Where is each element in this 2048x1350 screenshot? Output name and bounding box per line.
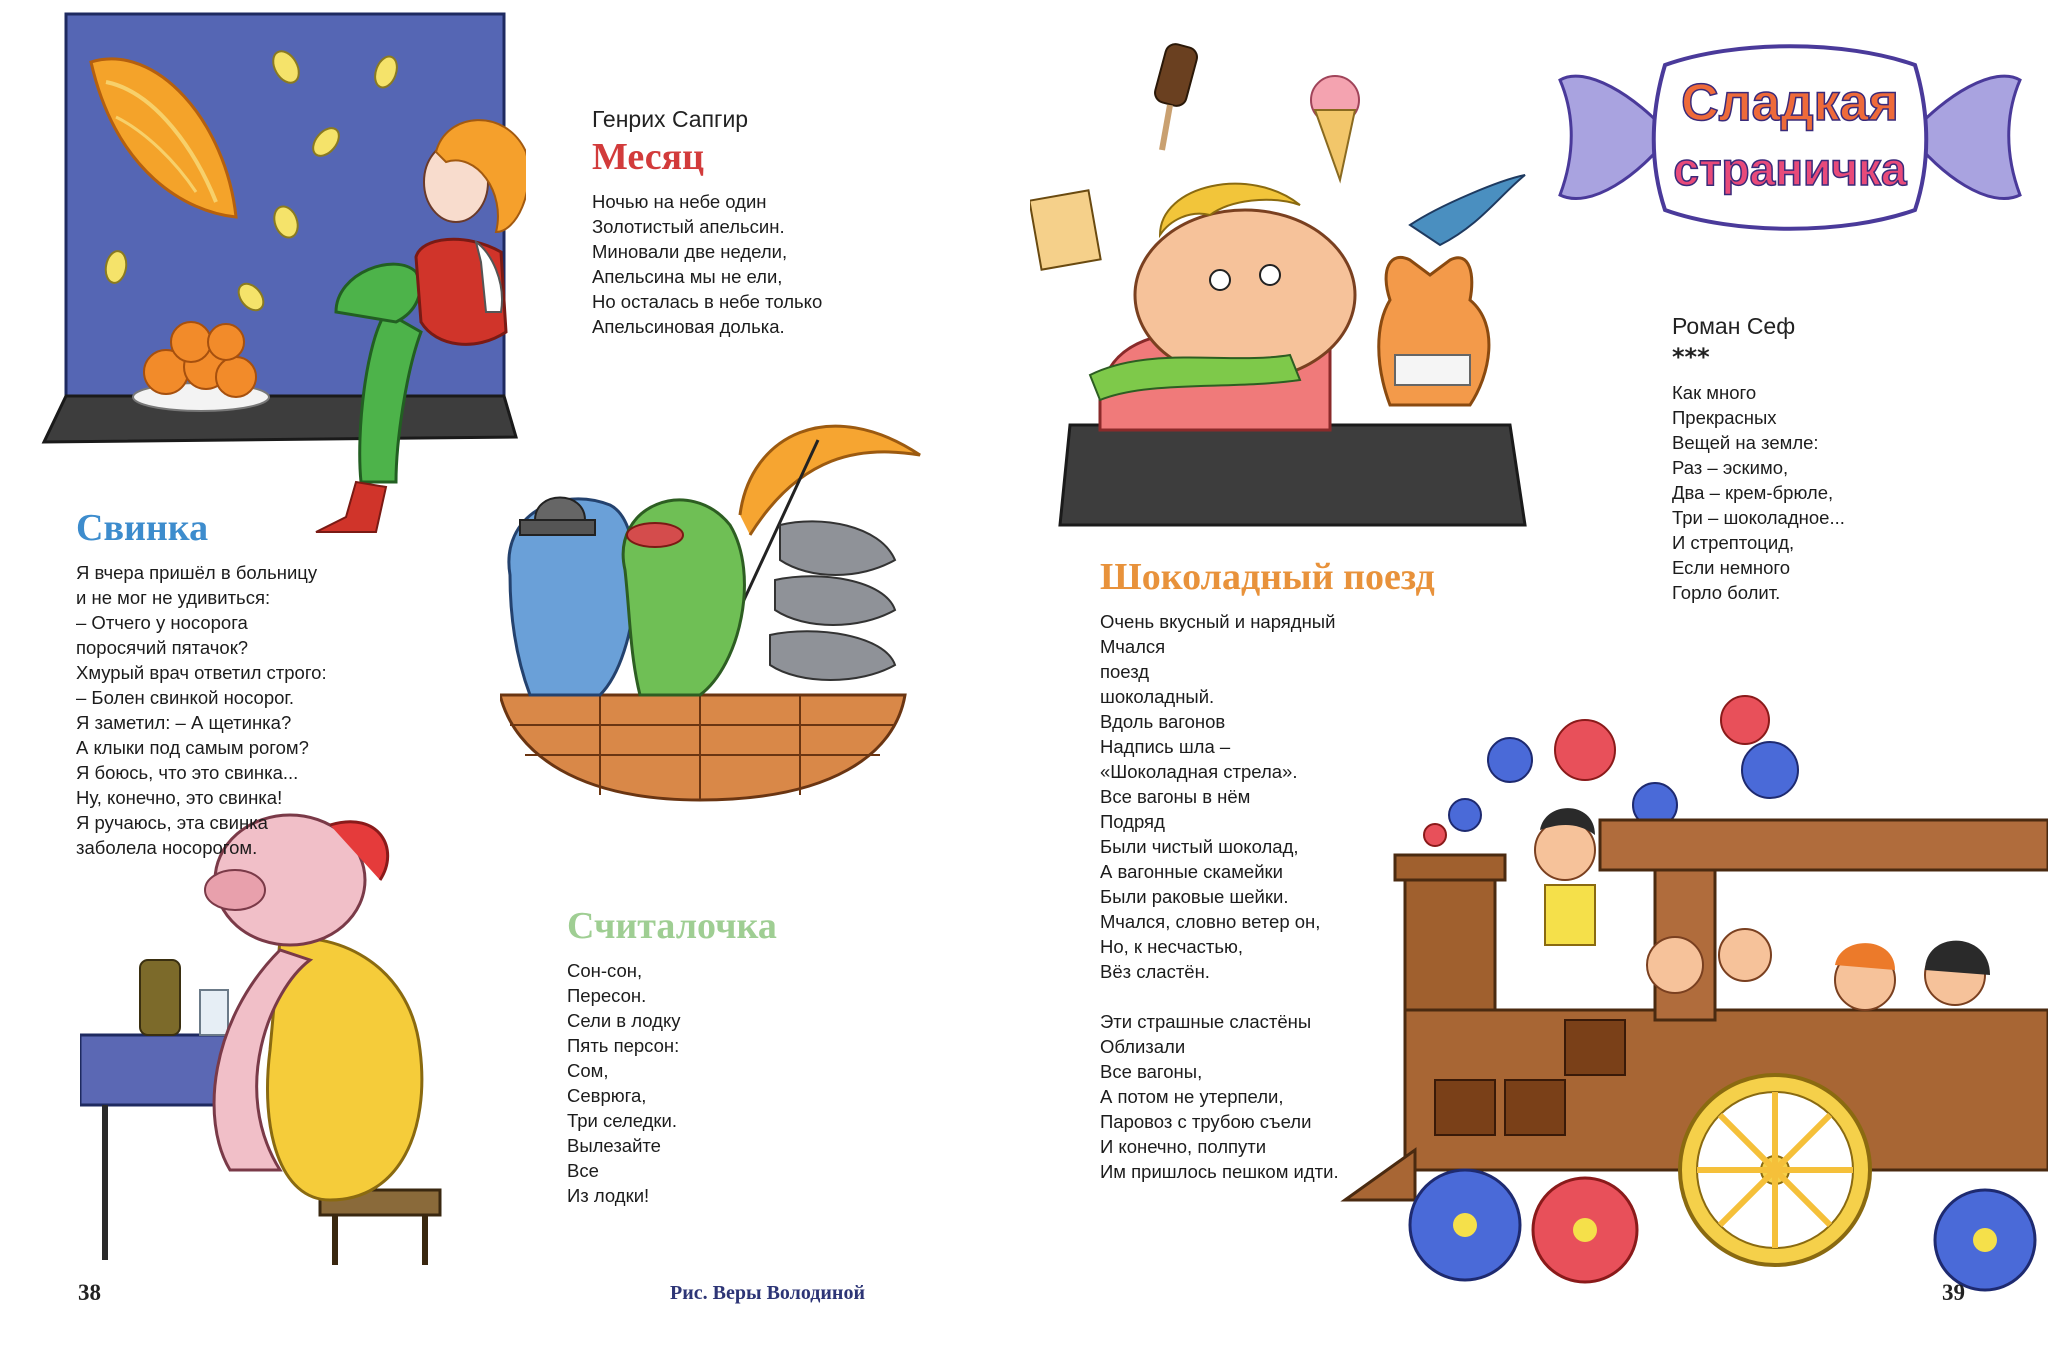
poem-line: Эти страшные сластёны: [1100, 1011, 1312, 1032]
poem-line: Были чистый шоколад,: [1100, 836, 1299, 857]
poem-line: Но, к несчастью,: [1100, 936, 1244, 957]
poem-line: Миновали две недели,: [592, 241, 788, 262]
poem-line: Горло болит.: [1672, 582, 1781, 603]
poem-line: Все: [567, 1160, 599, 1181]
poem-line: Если немного: [1672, 557, 1791, 578]
poem-line: Пять персон:: [567, 1035, 680, 1056]
poem-line: А вагонные скамейки: [1100, 861, 1283, 882]
poem-line: Пересон.: [567, 985, 647, 1006]
poem-line: Паровоз с трубою съели: [1100, 1111, 1312, 1132]
poem-line: Подряд: [1100, 811, 1165, 832]
poem-line: Вылезайте: [567, 1135, 661, 1156]
illustrator-credit: Рис. Веры Володиной: [670, 1282, 865, 1304]
poem-line: Я вчера пришёл в больницу: [76, 562, 318, 583]
poem-line: Сон-сон,: [567, 960, 643, 981]
poem-line: А потом не утерпели,: [1100, 1086, 1284, 1107]
poem-line: А клыки под самым рогом?: [76, 737, 309, 758]
poem-svinka: [76, 506, 327, 860]
poem-mesyats: [592, 106, 822, 339]
poem-lines: [592, 189, 822, 339]
poem-line: Я заметил: – А щетинка?: [76, 712, 292, 733]
poem-line: Сели в лодку: [567, 1010, 681, 1031]
poem-sef: [1672, 313, 1845, 605]
illustration-girl-window: [36, 12, 526, 542]
poem-title: Считалочка: [567, 905, 777, 947]
stanza-gap: [1100, 984, 1435, 1009]
poem-line: Прекрасных: [1672, 407, 1777, 428]
poem-line: Были раковые шейки.: [1100, 886, 1289, 907]
poem-line: Золотистый апельсин.: [592, 216, 785, 237]
poem-stanza-1: [1100, 609, 1435, 984]
poem-line: Я ручаюсь, эта свинка: [76, 812, 268, 833]
poem-shokoladny-poezd: [1100, 555, 1435, 1184]
candy-logo-line1: Сладкая: [1681, 74, 1899, 132]
illustration-pig: [80, 790, 500, 1270]
poem-line: Сом,: [567, 1060, 609, 1081]
poem-line: Апельсиновая долька.: [592, 316, 785, 337]
poem-line: и не мог не удивиться:: [76, 587, 271, 608]
poem-line: И стрептоцид,: [1672, 532, 1795, 553]
poem-line: Три селедки.: [567, 1110, 677, 1131]
poem-line: Вещей на земле:: [1672, 432, 1819, 453]
poem-line: Как много: [1672, 382, 1757, 403]
poem-schitalochka: [567, 904, 777, 1208]
poem-line: Хмурый врач ответил строго:: [76, 662, 327, 683]
poem-line: Но осталась в небе только: [592, 291, 823, 312]
poem-line: И конечно, полпути: [1100, 1136, 1267, 1157]
poem-author: Роман Сеф: [1672, 313, 1796, 339]
page-number-right: 39: [1942, 1280, 1965, 1305]
poem-stanza-2: [1100, 1009, 1435, 1184]
poem-line: поросячий пятачок?: [76, 637, 249, 658]
poem-title: Шоколадный поезд: [1100, 556, 1435, 598]
poem-line: Все вагоны,: [1100, 1061, 1203, 1082]
poem-author: Генрих Сапгир: [592, 106, 749, 132]
poem-line: Два – крем-брюле,: [1672, 482, 1834, 503]
poem-line: Ночью на небе один: [592, 191, 767, 212]
poem-line: Вдоль вагонов: [1100, 711, 1226, 732]
poem-line: шоколадный.: [1100, 686, 1215, 707]
poem-line: Мчался, словно ветер он,: [1100, 911, 1321, 932]
poem-line: Надпись шла –: [1100, 736, 1231, 757]
poem-line: поезд: [1100, 661, 1150, 682]
poem-lines: [1672, 380, 1845, 605]
poem-line: Я боюсь, что это свинка...: [76, 762, 299, 783]
poem-line: Ну, конечно, это свинка!: [76, 787, 283, 808]
poem-title: Свинка: [76, 507, 209, 549]
page-number-left: 38: [78, 1280, 101, 1305]
candy-logo: [1555, 25, 2025, 245]
poem-line: Вёз сластён.: [1100, 961, 1210, 982]
poem-line: Севрюга,: [567, 1085, 647, 1106]
poem-line: Мчался: [1100, 636, 1166, 657]
poem-line: Облизали: [1100, 1036, 1186, 1057]
poem-line: Очень вкусный и нарядный: [1100, 611, 1336, 632]
candy-logo-line2: страничка: [1673, 143, 1907, 195]
poem-lines: [76, 560, 327, 860]
poem-line: Все вагоны в нём: [1100, 786, 1251, 807]
illustration-boy-cat: [1030, 35, 1560, 535]
poem-line: – Отчего у носорога: [76, 612, 248, 633]
poem-line: Три – шоколадное...: [1672, 507, 1845, 528]
poem-line: «Шоколадная стрела».: [1100, 761, 1298, 782]
poem-lines: [567, 958, 777, 1208]
poem-title: Месяц: [592, 136, 705, 178]
poem-line: – Болен свинкой носорог.: [76, 687, 295, 708]
poem-line: Из лодки!: [567, 1185, 650, 1206]
poem-title: ***: [1672, 343, 1710, 371]
illustration-fish-boat: [500, 395, 925, 810]
poem-line: Апельсина мы не ели,: [592, 266, 783, 287]
poem-line: Им пришлось пешком идти.: [1100, 1161, 1339, 1182]
poem-line: заболела носорогом.: [76, 837, 258, 858]
poem-line: Раз – эскимо,: [1672, 457, 1789, 478]
